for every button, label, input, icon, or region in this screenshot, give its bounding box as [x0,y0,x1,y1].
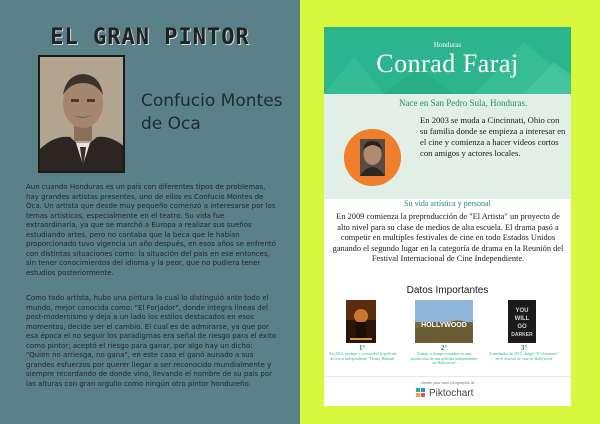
biography-paragraph: Como todo artista, hubo una pintura la cual lo distinguió ante todo el mundo, mejor conocida como: "El Forjador", donde integra líneas del post-modernismo y deja a un lado los estilos destacados en esos momentos, decide ser el cambio. El cual es de admirarse, ya que por esa época el no seguir los paradigmas era señal de riesgo para el éxito como pintor; aceptó el riesgo para ganar, por algo hay un dicho: "Quien no arriesga, no gana", en este caso el ganó aunado a sus grandes esfuerzos por querer llegar a ser reconocido mundialmente y siempre recordando de donde vino, llevando el nombre de su país por las alturas con gran orgullo como ningún otro pintor hondureño. [26,294,277,388]
svg-text:DARKER: DARKER [511,332,533,338]
svg-text:GO: GO [517,324,527,330]
svg-text:YOU: YOU [515,308,529,314]
birth-line: Nace en San Pedro Sula, Honduras. [399,98,528,108]
intro-text: En 2003 se muda a Cincinnati, Ohio con su familia donde se empieza a interesar en el cine y comienza a hacer videos cortos con amigos y actores locales. [420,115,566,158]
infographic-card [324,27,571,406]
footer-credit: create your own infographic at [420,380,475,385]
fact-text: A mediados de 2015, dirigió "El Asesinato" en el festival de cine en Hollywood [489,351,559,361]
painter-portrait-photo [38,55,125,173]
biography-paragraph: Aun cuando Honduras es un país con diferentes tipos de problemas, hay grandes artistas presentes, uno de ellos es Confucio Montes de Oca. Un artista que desde muy pequeño comenzó a interesarse por los temas artísticos, especialmente en el teatro. Su vida fue extraordinaria, ya que se marchó a Europa a realizar sus sueños estudiando artes, pero no contaba que la beca que le habían proporcionado tuvo vigencia un año después, en esos años se enfrentó con distintas situaciones como: la situación del país en ese entonces, sin tener conocimientos del idioma y la peor, que no pudiera tener estudios posteriormente. [26,183,276,277]
header-name: Conrad Faraj [376,49,519,78]
piktochart-logo-icon [416,388,426,398]
header-country: Honduras [433,41,462,49]
movie-poster-image [508,300,536,343]
fact-text: Trabajo a tiempo completo en una producción de una película independiente en Hollywood [410,351,478,366]
hollywood-sign-image [415,300,473,343]
right-page [300,0,600,424]
svg-text:WILL: WILL [514,316,530,322]
svg-text:HOLLYWOOD: HOLLYWOOD [421,322,467,329]
section-title: Su vida artística y personal [404,199,491,208]
fact-number: 1° [358,344,366,352]
piktochart-logo[interactable] [416,387,473,399]
facts-title: Datos Importantes [406,285,489,296]
fact-number: 3° [520,344,528,352]
section-body: En 2009 comienza la preproducción de "El Artista" un proyecto de alto nivel para su clase de medios de alta escuela. El drama pasó a competir en multiples festivales de cine en todo Estados Unidos ganando el segundo lugar en la categoría de drama en la Reunión del Festival Internacional de Cine Independiente. [332,212,564,263]
page-title: EL GRAN PINTOR [50,25,250,50]
fact-text: En 2013, produjo y co-escribió la película de terror independiente "Honey Hannah" [329,351,397,361]
fact-number: 2° [440,344,448,352]
painter-name: Confucio Montes de Oca [141,91,283,134]
avatar [344,129,401,186]
movie-poster-image [346,300,376,343]
logo-text: Piktochart [429,387,474,399]
